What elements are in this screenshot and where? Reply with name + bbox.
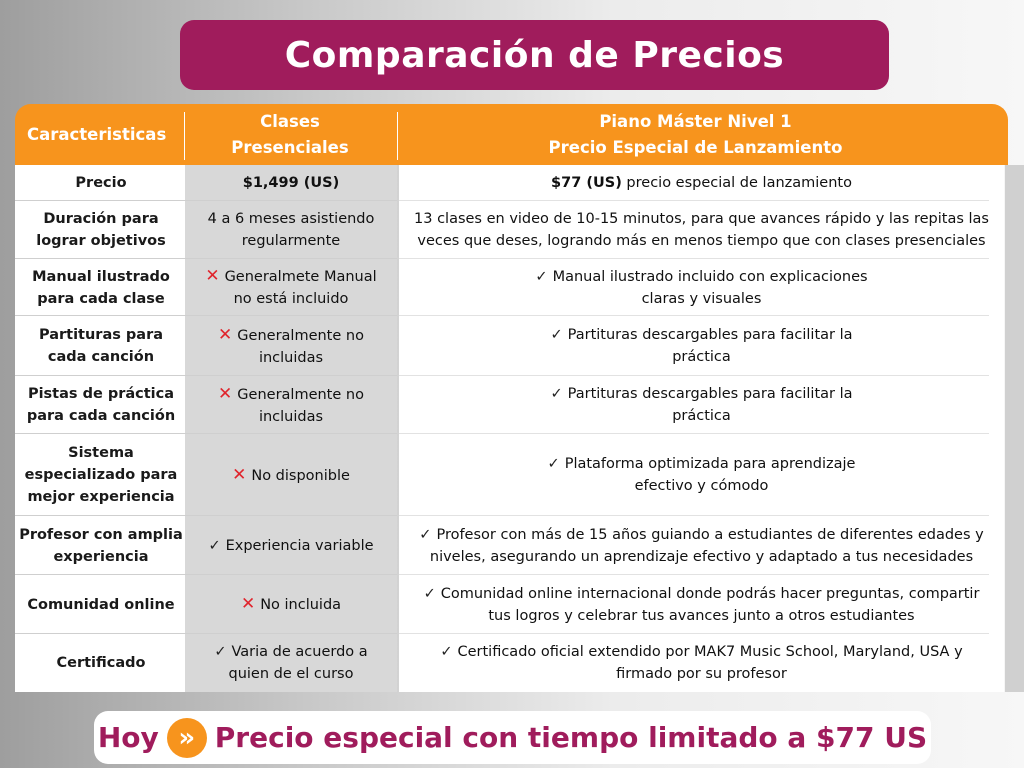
feature-label: cada canción	[47, 349, 155, 365]
piano-value	[535, 266, 867, 288]
classic-text: No disponible	[251, 467, 350, 484]
piano-cell	[399, 201, 1004, 259]
piano-text: Manual ilustrado incluido con explicaciones	[552, 268, 868, 285]
classic-text: Experiencia variable	[225, 537, 374, 554]
check-icon: ✓	[208, 537, 221, 554]
promo-today: Hoy	[97, 721, 159, 754]
classic-value	[208, 208, 375, 230]
classic-cell	[185, 575, 397, 634]
feature-cell	[18, 516, 184, 575]
piano-value	[548, 475, 856, 497]
feature-label: especializado para	[24, 467, 178, 483]
classic-value	[218, 383, 364, 406]
piano-value	[440, 641, 962, 663]
classic-value	[205, 265, 376, 288]
piano-cell	[399, 165, 1004, 201]
piano-text: veces que deses, logrando más en menos tiempo que con clases presenciales	[417, 233, 986, 249]
piano-text: tus logros y celebrar tus avances junto a otros estudiantes	[488, 607, 915, 624]
classic-cell	[185, 516, 397, 575]
table-row	[15, 634, 1008, 692]
classic-cell	[185, 259, 397, 316]
classic-cell	[185, 316, 397, 376]
feature-label: Precio	[75, 175, 127, 191]
classic-cell	[185, 201, 397, 259]
feature-cell	[18, 634, 184, 692]
header-piano-line2: Precio Especial de Lanzamiento	[548, 137, 843, 157]
feature-label: experiencia	[53, 548, 149, 565]
piano-text: Comunidad online internacional donde podrás hacer preguntas, compartir	[440, 585, 980, 602]
page-title: Comparación de Precios	[284, 34, 785, 76]
table-row	[15, 259, 1008, 316]
feature-cell	[18, 165, 184, 201]
title-banner	[180, 20, 889, 90]
classic-text: Generalmete Manual	[224, 269, 377, 285]
classic-value	[241, 593, 341, 616]
piano-price: $77 (US)	[551, 175, 622, 191]
classic-value	[208, 230, 375, 252]
classic-cell	[185, 376, 397, 434]
feature-label: Certificado	[56, 655, 146, 671]
piano-text: firmado por su profesor	[616, 666, 787, 682]
cross-icon: ✕	[232, 464, 247, 485]
piano-cell	[399, 634, 1004, 692]
feature-label: Manual ilustrado	[32, 268, 170, 285]
piano-value	[548, 453, 856, 475]
feature-label: Partituras para	[38, 327, 164, 343]
piano-text: práctica	[672, 408, 731, 424]
classic-value	[218, 406, 364, 428]
check-icon: ✓	[550, 386, 563, 402]
classic-value	[243, 172, 339, 194]
check-icon: ✓	[550, 327, 563, 343]
table-row	[15, 434, 1008, 516]
piano-text: claras y visuales	[641, 290, 762, 307]
piano-value	[551, 383, 853, 405]
piano-value	[551, 346, 853, 368]
piano-value	[419, 546, 983, 568]
piano-value	[551, 172, 852, 194]
piano-value	[535, 288, 867, 310]
feature-cell	[18, 259, 184, 316]
classic-text: No incluida	[260, 597, 342, 613]
feature-label: Duración para	[43, 211, 159, 227]
header-piano	[398, 104, 993, 165]
double-chevron-right-icon: »	[167, 718, 207, 758]
check-icon: ✓	[419, 526, 432, 543]
classic-text: Generalmente no	[237, 327, 364, 344]
piano-cell	[399, 516, 1004, 575]
classic-text: no está incluido	[233, 291, 349, 307]
piano-value	[551, 324, 853, 346]
header-classic	[185, 104, 395, 165]
feature-label: Comunidad online	[27, 596, 175, 613]
cross-icon: ✕	[218, 383, 233, 404]
table-row	[15, 165, 1008, 201]
classic-value	[232, 464, 350, 487]
piano-cell	[399, 434, 1004, 516]
classic-text: incluidas	[258, 408, 324, 425]
piano-cell	[399, 259, 1004, 316]
classic-text: Varia de acuerdo a	[231, 644, 368, 660]
table-row	[15, 516, 1008, 575]
feature-label: Pistas de práctica	[27, 386, 175, 402]
piano-value	[419, 524, 983, 546]
table-shadow	[1005, 165, 1024, 692]
table-header	[15, 104, 1008, 165]
piano-value	[424, 583, 980, 605]
cross-icon: ✕	[205, 266, 220, 286]
piano-text: Profesor con más de 15 años guiando a estudiantes de diferentes edades y	[436, 526, 984, 543]
table-row	[15, 201, 1008, 259]
feature-label: Sistema	[68, 445, 134, 461]
feature-label: lograr objetivos	[36, 233, 166, 249]
feature-cell	[18, 575, 184, 634]
table-row	[15, 316, 1008, 376]
table-row	[15, 575, 1008, 634]
piano-cell	[399, 376, 1004, 434]
piano-text: precio especial de lanzamiento	[621, 175, 852, 191]
classic-value	[218, 347, 364, 369]
classic-text: 4 a 6 meses asistiendo	[207, 211, 375, 227]
piano-text: efectivo y cómodo	[634, 478, 769, 494]
classic-text: regularmente	[241, 233, 341, 249]
table-row	[15, 376, 1008, 434]
feature-cell	[18, 316, 184, 376]
classic-cell	[185, 634, 397, 692]
feature-label: Profesor con amplia	[19, 526, 183, 543]
feature-label: para cada canción	[26, 408, 176, 424]
piano-value	[440, 663, 962, 685]
header-features: Caracteristicas	[27, 124, 167, 144]
feature-cell	[18, 434, 184, 516]
piano-text: niveles, asegurando un aprendizaje efectivo y adaptado a tus necesidades	[429, 548, 974, 565]
promo-banner[interactable]	[94, 711, 931, 764]
cross-icon: ✕	[218, 324, 233, 345]
classic-text: incluidas	[258, 349, 324, 366]
header-classic-line1: Clases	[260, 111, 320, 131]
piano-value	[414, 208, 989, 230]
classic-cell	[185, 165, 397, 201]
cross-icon: ✕	[240, 594, 256, 614]
classic-value	[205, 288, 376, 310]
header-classic-line2: Presenciales	[231, 137, 349, 157]
classic-cell	[185, 434, 397, 516]
feature-label: mejor experiencia	[27, 489, 175, 505]
piano-text: práctica	[672, 349, 731, 365]
classic-text: $1,499 (US)	[242, 175, 340, 191]
header-piano-line1: Piano Máster Nivel 1	[599, 111, 792, 131]
check-icon: ✓	[440, 644, 453, 660]
piano-value	[414, 230, 989, 252]
piano-text: Plataforma optimizada para aprendizaje	[564, 456, 856, 472]
classic-value	[214, 641, 367, 663]
comparison-table	[15, 104, 1008, 692]
piano-text: Certificado oficial extendido por MAK7 Music School, Maryland, USA y	[457, 644, 963, 660]
piano-value	[424, 605, 980, 627]
classic-value	[208, 535, 373, 557]
feature-label: para cada clase	[37, 290, 165, 307]
piano-text: Partituras descargables para facilitar la	[567, 386, 853, 402]
check-icon: ✓	[535, 268, 548, 285]
check-icon: ✓	[423, 585, 436, 602]
classic-value	[214, 663, 367, 685]
piano-cell	[399, 316, 1004, 376]
piano-text: 13 clases en video de 10-15 minutos, para que avances rápido y las repitas las	[414, 211, 989, 227]
piano-cell	[399, 575, 1004, 634]
promo-text: Precio especial con tiempo limitado a $77 US	[214, 721, 928, 754]
classic-text: quien de el curso	[228, 666, 354, 682]
piano-value	[551, 405, 853, 427]
feature-cell	[18, 376, 184, 434]
classic-value	[218, 324, 364, 347]
feature-cell	[18, 201, 184, 259]
classic-text: Generalmente no	[237, 386, 364, 403]
piano-text: Partituras descargables para facilitar la	[567, 327, 853, 343]
check-icon: ✓	[214, 644, 227, 660]
check-icon: ✓	[547, 456, 560, 472]
